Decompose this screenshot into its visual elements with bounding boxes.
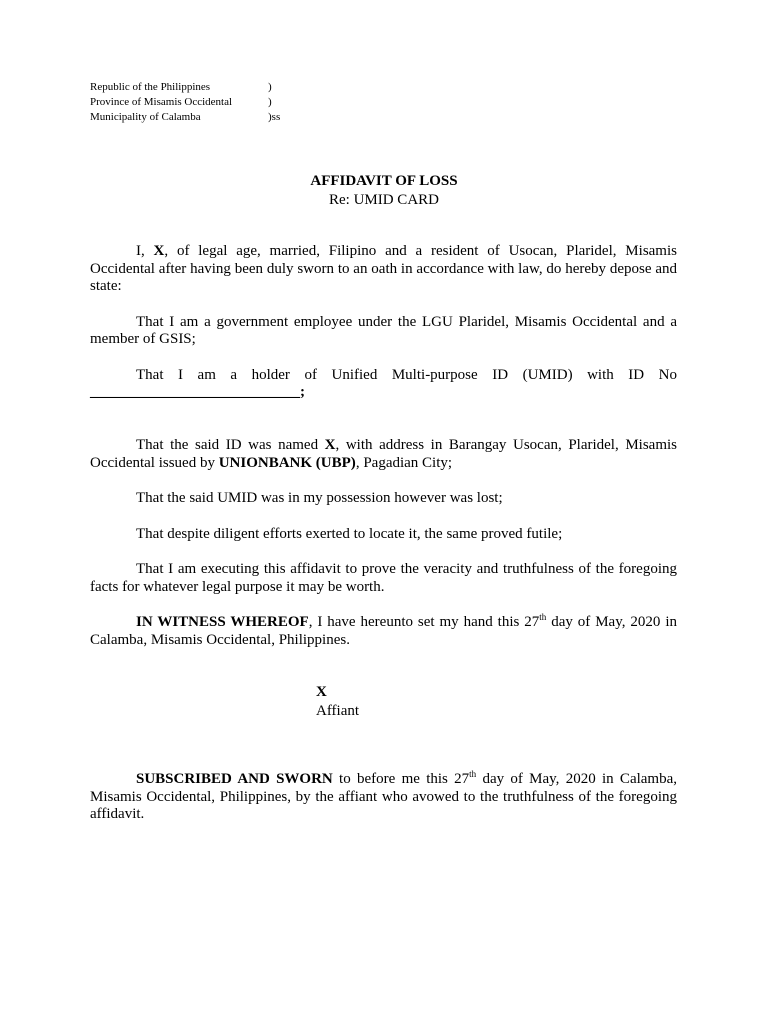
paragraph-employee: That I am a government employee under the LGU Plaridel, Misamis Occidental and a member of GSIS; [90,313,677,347]
venue-municipality: Municipality of Calamba [90,111,201,123]
venue-line [90,95,280,110]
venue-paren: ) [268,96,272,108]
jurat-mid: to before me this 27 [332,771,470,787]
paragraph-named [90,437,677,472]
venue-paren: ) [268,81,272,93]
holder-text: That I am a holder of Unified Multi-purpose ID (UMID) with ID No [136,366,677,383]
signature-block [316,683,359,721]
venue-province: Province of Misamis Occidental [90,96,233,108]
paragraph-intro [90,243,677,296]
paragraph-jurat [90,771,677,824]
named-post: , Pagadian City; [355,454,453,471]
named-pre: That the said ID was named [136,437,325,453]
paragraph-holder [90,367,677,420]
jurat-lead: SUBSCRIBED AND SWORN [136,771,333,787]
affiant-name: X [153,243,165,259]
witness-post: day of May, 2020 in Calamba, Misamis Occidental, Philippines. [90,614,678,648]
venue-line [90,80,280,95]
issuing-bank: UNIONBANK (UBP) [218,454,356,471]
intro-pre: I, [136,243,154,259]
venue-line [90,110,280,125]
jurat-block [90,771,677,824]
paragraph-witness [90,614,677,649]
affidavit-body [90,243,677,649]
venue-paren-ss: )ss [268,111,281,123]
intro-post: , of legal age, married, Filipino and a resident of Usocan, Plaridel, Misamis Occidental after having been duly sworn to an oath in accordance with law, do hereby depose and state: [90,243,677,294]
paragraph-efforts: That despite diligent efforts exerted to locate it, the same proved futile; [136,525,563,542]
title-block [0,172,768,210]
document-title: AFFIDAVIT OF LOSS [310,173,458,189]
jurat-ordinal: th [469,769,477,779]
id-number-blank: ____________________________; [90,384,305,400]
signature-name: X [316,684,327,700]
paragraph-lost: That the said UMID was in my possession however was lost; [136,490,503,506]
named-x: X [324,437,336,453]
document-subtitle: Re: UMID CARD [328,192,439,208]
venue-country: Republic of the Philippines [90,81,211,93]
witness-lead: IN WITNESS WHEREOF [136,614,309,630]
signature-role: Affiant [316,703,360,719]
jurat-post: day of May, 2020 in Calamba, Misamis Occidental, Philippines, by the affiant who avowed to the truthfulness of the foregoing affidavit. [90,771,677,822]
witness-ordinal: th [539,612,547,622]
venue-block [90,80,280,125]
paragraph-purpose: That I am executing this affidavit to prove the veracity and truthfulness of the foregoing facts for whatever legal purpose it may be worth. [90,561,677,595]
named-mid: , with address in Barangay Usocan, Plaridel, Misamis Occidental issued by [90,437,677,471]
witness-mid: , I have hereunto set my hand this 27 [308,614,540,630]
